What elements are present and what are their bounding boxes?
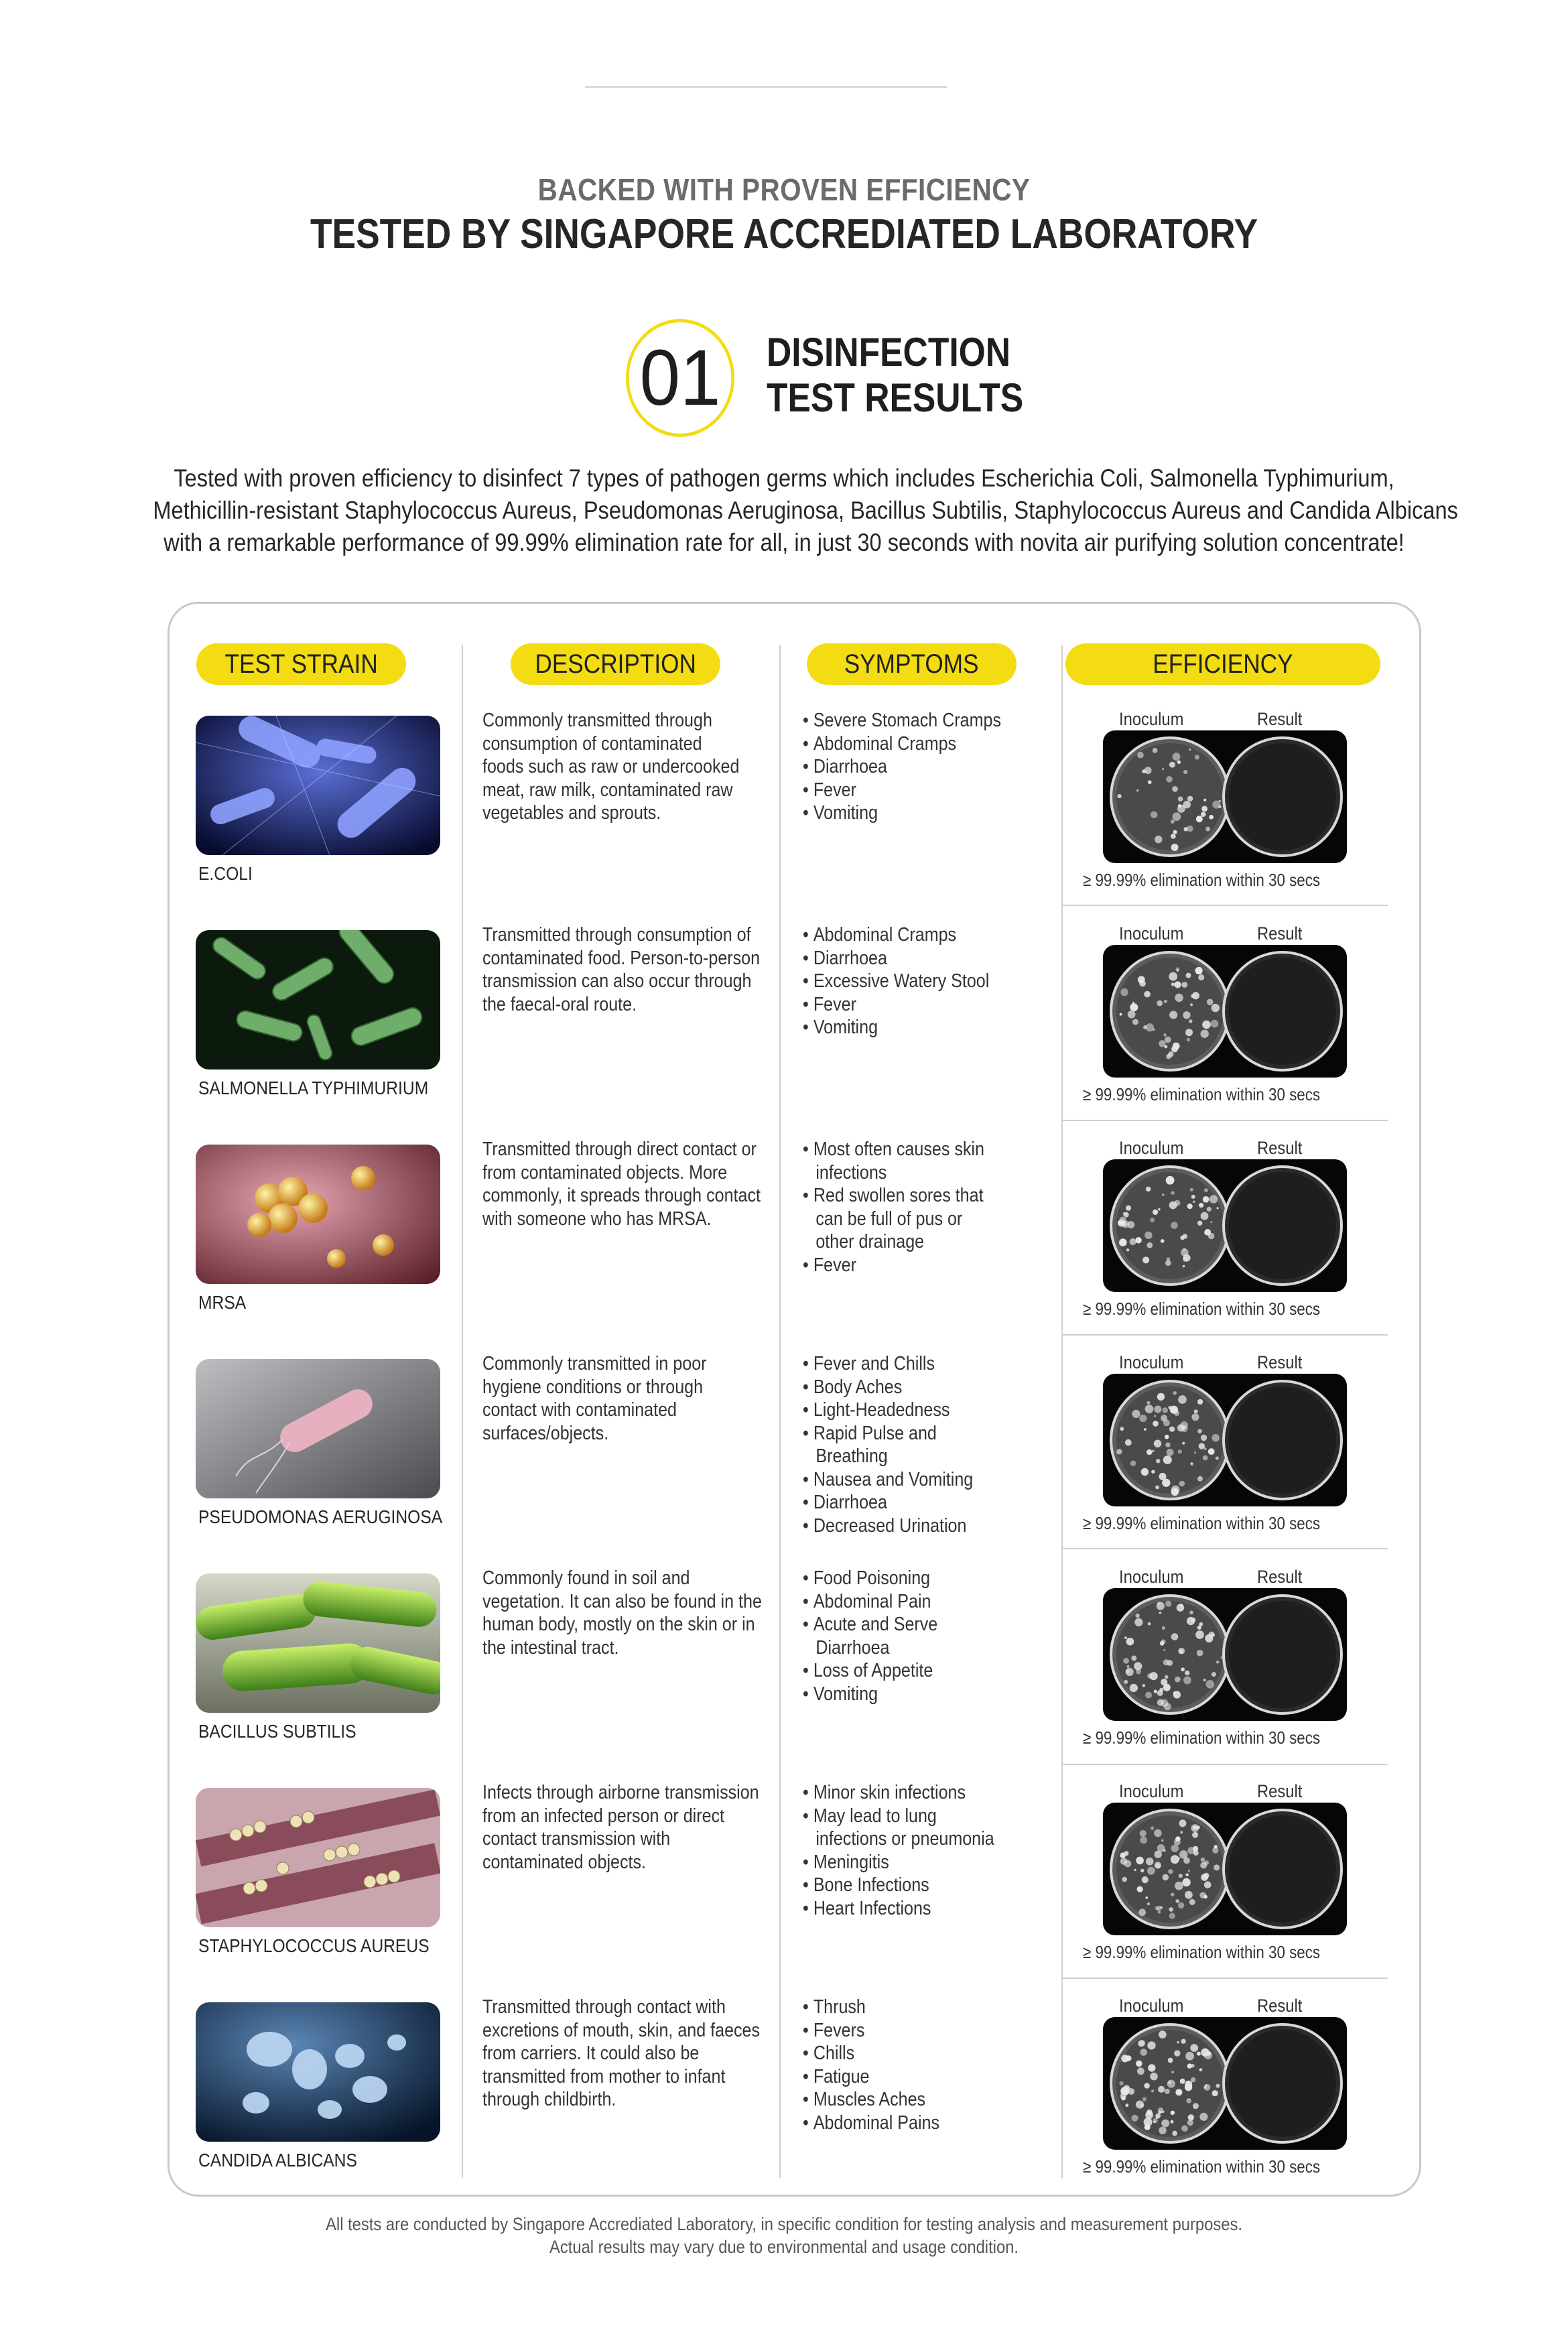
description-line: from contaminated objects. More (482, 1161, 728, 1183)
description-line: through childbirth. (482, 2089, 616, 2110)
description-line: vegetables and sprouts. (482, 802, 661, 824)
symptom-item: • Chills (803, 2042, 1074, 2065)
symptoms-list (803, 709, 1074, 825)
symptom-item: can be full of pus or (815, 1208, 963, 1230)
symptom-item: • Fever (803, 1254, 1074, 1277)
description-line: excretions of mouth, skin, and faeces (482, 2019, 761, 2041)
description-line: commonly, it spreads through contact (482, 1185, 761, 1206)
inoculum-label: Inoculum (1119, 923, 1184, 944)
symptom-item: • Most often causes skin (803, 1138, 1074, 1161)
header-title: TESTED BY SINGAPORE ACCREDIATED LABORATORY (310, 211, 1258, 257)
description (482, 923, 760, 1016)
inoculum-label: Inoculum (1119, 709, 1184, 729)
description (482, 1567, 760, 1659)
result-label: Result (1257, 1781, 1303, 1801)
salmonella-bacteria-image (196, 930, 440, 1070)
strain-name: MRSA (198, 1292, 247, 1313)
footnote (94, 2213, 1474, 2258)
inoculum-label: Inoculum (1119, 1352, 1184, 1372)
description-line: Commonly found in soil and (482, 1567, 690, 1589)
symptom-item: • Fatigue (803, 2065, 1074, 2089)
symptom-item: • May lead to lung (803, 1805, 1074, 1828)
symptom-item: infections or pneumonia (815, 1828, 994, 1850)
result-label: Result (1257, 1567, 1303, 1587)
symptom-item: Diarrhoea (815, 1636, 890, 1659)
petri-dish-plates-image (1103, 945, 1347, 1078)
symptoms-list (803, 1352, 1074, 1537)
symptom-item: • Body Aches (803, 1376, 1074, 1399)
strain-name: BACILLUS SUBTILIS (198, 1721, 356, 1742)
pseudomonas-bacteria-image (196, 1359, 440, 1498)
description-line: consumption of contaminated (482, 732, 702, 755)
petri-dish-plates-image (1103, 1374, 1347, 1506)
candida-fungus-image (196, 2002, 440, 2142)
top-divider (585, 86, 947, 88)
efficiency-text: ≥ 99.99% elimination within 30 secs (1083, 1513, 1321, 1533)
inoculum-label: Inoculum (1119, 1781, 1184, 1801)
table-row (0, 709, 1568, 930)
symptom-item: • Heart Infections (803, 1897, 1074, 1921)
result-label: Result (1257, 923, 1303, 944)
header-subtitle: BACKED WITH PROVEN EFFICIENCY (537, 172, 1031, 207)
description-line: hygiene conditions or through (482, 1376, 704, 1398)
petri-dish-plates-image (1103, 730, 1347, 863)
description-line: Commonly transmitted in poor (482, 1353, 707, 1374)
efficiency-text: ≥ 99.99% elimination within 30 secs (1083, 1728, 1321, 1748)
description-line: transmission can also occur through (482, 970, 752, 992)
result-label: Result (1257, 1996, 1303, 2016)
symptom-item: • Severe Stomach Cramps (803, 709, 1074, 732)
description-line: surfaces/objects. (482, 1422, 609, 1444)
symptom-item: • Diarrhoea (803, 947, 1074, 970)
symptom-item: • Diarrhoea (803, 755, 1074, 779)
result-label: Result (1257, 1138, 1303, 1158)
table-row (0, 1352, 1568, 1573)
description-line: Commonly transmitted through (482, 710, 712, 731)
description-line: human body, mostly on the skin or in (482, 1614, 755, 1635)
symptom-item: • Rapid Pulse and (803, 1422, 1074, 1445)
description-line: foods such as raw or undercooked (482, 756, 740, 777)
petri-dish-plates-image (1103, 1588, 1347, 1721)
symptom-item: • Vomiting (803, 1683, 1074, 1706)
symptoms-list (803, 1567, 1074, 1705)
symptom-item: • Excessive Watery Stool (803, 970, 1074, 993)
efficiency-text: ≥ 99.99% elimination within 30 secs (1083, 870, 1321, 890)
intro-paragraph (153, 462, 1458, 559)
inoculum-label: Inoculum (1119, 1996, 1184, 2016)
description-line: the intestinal tract. (482, 1636, 619, 1659)
symptoms-list (803, 1996, 1074, 2134)
intro-line: Methicillin-resistant Staphylococcus Aureus, Pseudomonas Aeruginosa, Bacillus Subtilis, Staphylococcus Aureus and Candida Albicans (153, 497, 1458, 524)
section-title (767, 330, 1023, 421)
description-line: vegetation. It can also be found in the (482, 1590, 762, 1612)
description-line: contaminated objects. (482, 1851, 646, 1873)
intro-line: Tested with proven efficiency to disinfect 7 types of pathogen germs which includes Escherichia Coli, Salmonella Typhimurium, (174, 464, 1394, 492)
symptoms-list (803, 923, 1074, 1039)
strain-name: PSEUDOMONAS AERUGINOSA (198, 1506, 443, 1527)
symptom-item: • Nausea and Vomiting (803, 1468, 1074, 1492)
symptom-item: • Loss of Appetite (803, 1659, 1074, 1683)
description-line: the faecal-oral route. (482, 993, 637, 1015)
header-efficiency: EFFICIENCY (1065, 643, 1380, 685)
symptom-item: • Muscles Aches (803, 2088, 1074, 2112)
description-line: meat, raw milk, contaminated raw (482, 779, 733, 801)
symptom-item: • Light-Headedness (803, 1399, 1074, 1422)
strain-name: STAPHYLOCOCCUS AUREUS (198, 1935, 430, 1956)
description-line: Infects through airborne transmission (482, 1782, 759, 1803)
symptom-item: • Fever (803, 779, 1074, 802)
symptoms-list (803, 1138, 1074, 1277)
table-row (0, 1996, 1568, 2217)
section-title-line2: TEST RESULTS (767, 375, 1024, 420)
description-line: with someone who has MRSA. (482, 1208, 712, 1230)
symptom-item: • Bone Infections (803, 1874, 1074, 1897)
symptom-item: • Abdominal Pains (803, 2112, 1074, 2135)
symptom-item: • Thrush (803, 1996, 1074, 2019)
symptom-item: Breathing (815, 1445, 888, 1467)
symptom-item: infections (815, 1161, 887, 1183)
strain-name: E.COLI (198, 863, 253, 884)
efficiency-text: ≥ 99.99% elimination within 30 secs (1083, 1084, 1321, 1104)
description-line: Transmitted through consumption of (482, 924, 751, 946)
symptom-item: • Abdominal Cramps (803, 923, 1074, 947)
inoculum-label: Inoculum (1119, 1138, 1184, 1158)
table-row (0, 923, 1568, 1145)
bacillus-bacteria-image (196, 1573, 440, 1713)
description-line: Transmitted through contact with (482, 1996, 726, 2018)
strain-name: SALMONELLA TYPHIMURIUM (198, 1078, 429, 1098)
efficiency-text: ≥ 99.99% elimination within 30 secs (1083, 1942, 1321, 1962)
description-line: contact transmission with (482, 1828, 671, 1850)
result-label: Result (1257, 1352, 1303, 1372)
description (482, 1138, 760, 1230)
symptom-item: • Fevers (803, 2019, 1074, 2043)
symptom-item: • Red swollen sores that (803, 1184, 1074, 1208)
table-row (0, 1567, 1568, 1788)
description-line: Transmitted through direct contact or (482, 1139, 757, 1160)
description-line: from carriers. It could also be (482, 2043, 700, 2064)
description (482, 1996, 760, 2112)
symptom-item: other drainage (815, 1231, 925, 1252)
description-line: contaminated food. Person-to-person (482, 947, 761, 969)
symptom-item: • Abdominal Cramps (803, 732, 1074, 756)
table-row (0, 1138, 1568, 1359)
symptom-item: • Fever and Chills (803, 1352, 1074, 1376)
description (482, 709, 760, 825)
section-number: 01 (639, 334, 721, 422)
efficiency-text: ≥ 99.99% elimination within 30 secs (1083, 2156, 1321, 2177)
description-line: contact with contaminated (482, 1399, 677, 1421)
symptom-item: • Diarrhoea (803, 1491, 1074, 1514)
section-title-line1: DISINFECTION (767, 330, 1011, 375)
mrsa-bacteria-image (196, 1145, 440, 1284)
description (482, 1781, 760, 1874)
footnote-line: All tests are conducted by Singapore Accrediated Laboratory, in specific condition for testing analysis and measurement purposes. (326, 2214, 1242, 2234)
header-description: DESCRIPTION (511, 643, 720, 685)
symptom-item: • Acute and Serve (803, 1613, 1074, 1636)
header-symptoms: SYMPTOMS (807, 643, 1017, 685)
inoculum-label: Inoculum (1119, 1567, 1184, 1587)
symptom-item: • Abdominal Pain (803, 1590, 1074, 1614)
efficiency-text: ≥ 99.99% elimination within 30 secs (1083, 1299, 1321, 1319)
result-label: Result (1257, 709, 1303, 729)
petri-dish-plates-image (1103, 1159, 1347, 1292)
symptom-item: • Decreased Urination (803, 1514, 1074, 1538)
section-number-badge (626, 319, 734, 437)
petri-dish-plates-image (1103, 2017, 1347, 2150)
symptom-item: • Fever (803, 993, 1074, 1017)
symptom-item: • Vomiting (803, 1016, 1074, 1039)
description-line: transmitted from mother to infant (482, 2065, 726, 2087)
symptom-item: • Minor skin infections (803, 1781, 1074, 1805)
symptom-item: • Food Poisoning (803, 1567, 1074, 1590)
description (482, 1352, 760, 1445)
description-line: from an infected person or direct (482, 1805, 725, 1827)
petri-dish-plates-image (1103, 1803, 1347, 1935)
table-row (0, 1781, 1568, 2002)
footnote-line: Actual results may vary due to environmental and usage condition. (549, 2237, 1019, 2257)
intro-line: with a remarkable performance of 99.99% elimination rate for all, in just 30 seconds with novita air purifying solution concentrate! (164, 529, 1404, 556)
header-test-strain: TEST STRAIN (196, 643, 406, 685)
symptom-item: • Vomiting (803, 801, 1074, 825)
symptom-item: • Meningitis (803, 1851, 1074, 1874)
strain-name: CANDIDA ALBICANS (198, 2150, 357, 2171)
ecoli-bacteria-image (196, 716, 440, 855)
symptoms-list (803, 1781, 1074, 1920)
staphylococcus-bacteria-image (196, 1788, 440, 1927)
